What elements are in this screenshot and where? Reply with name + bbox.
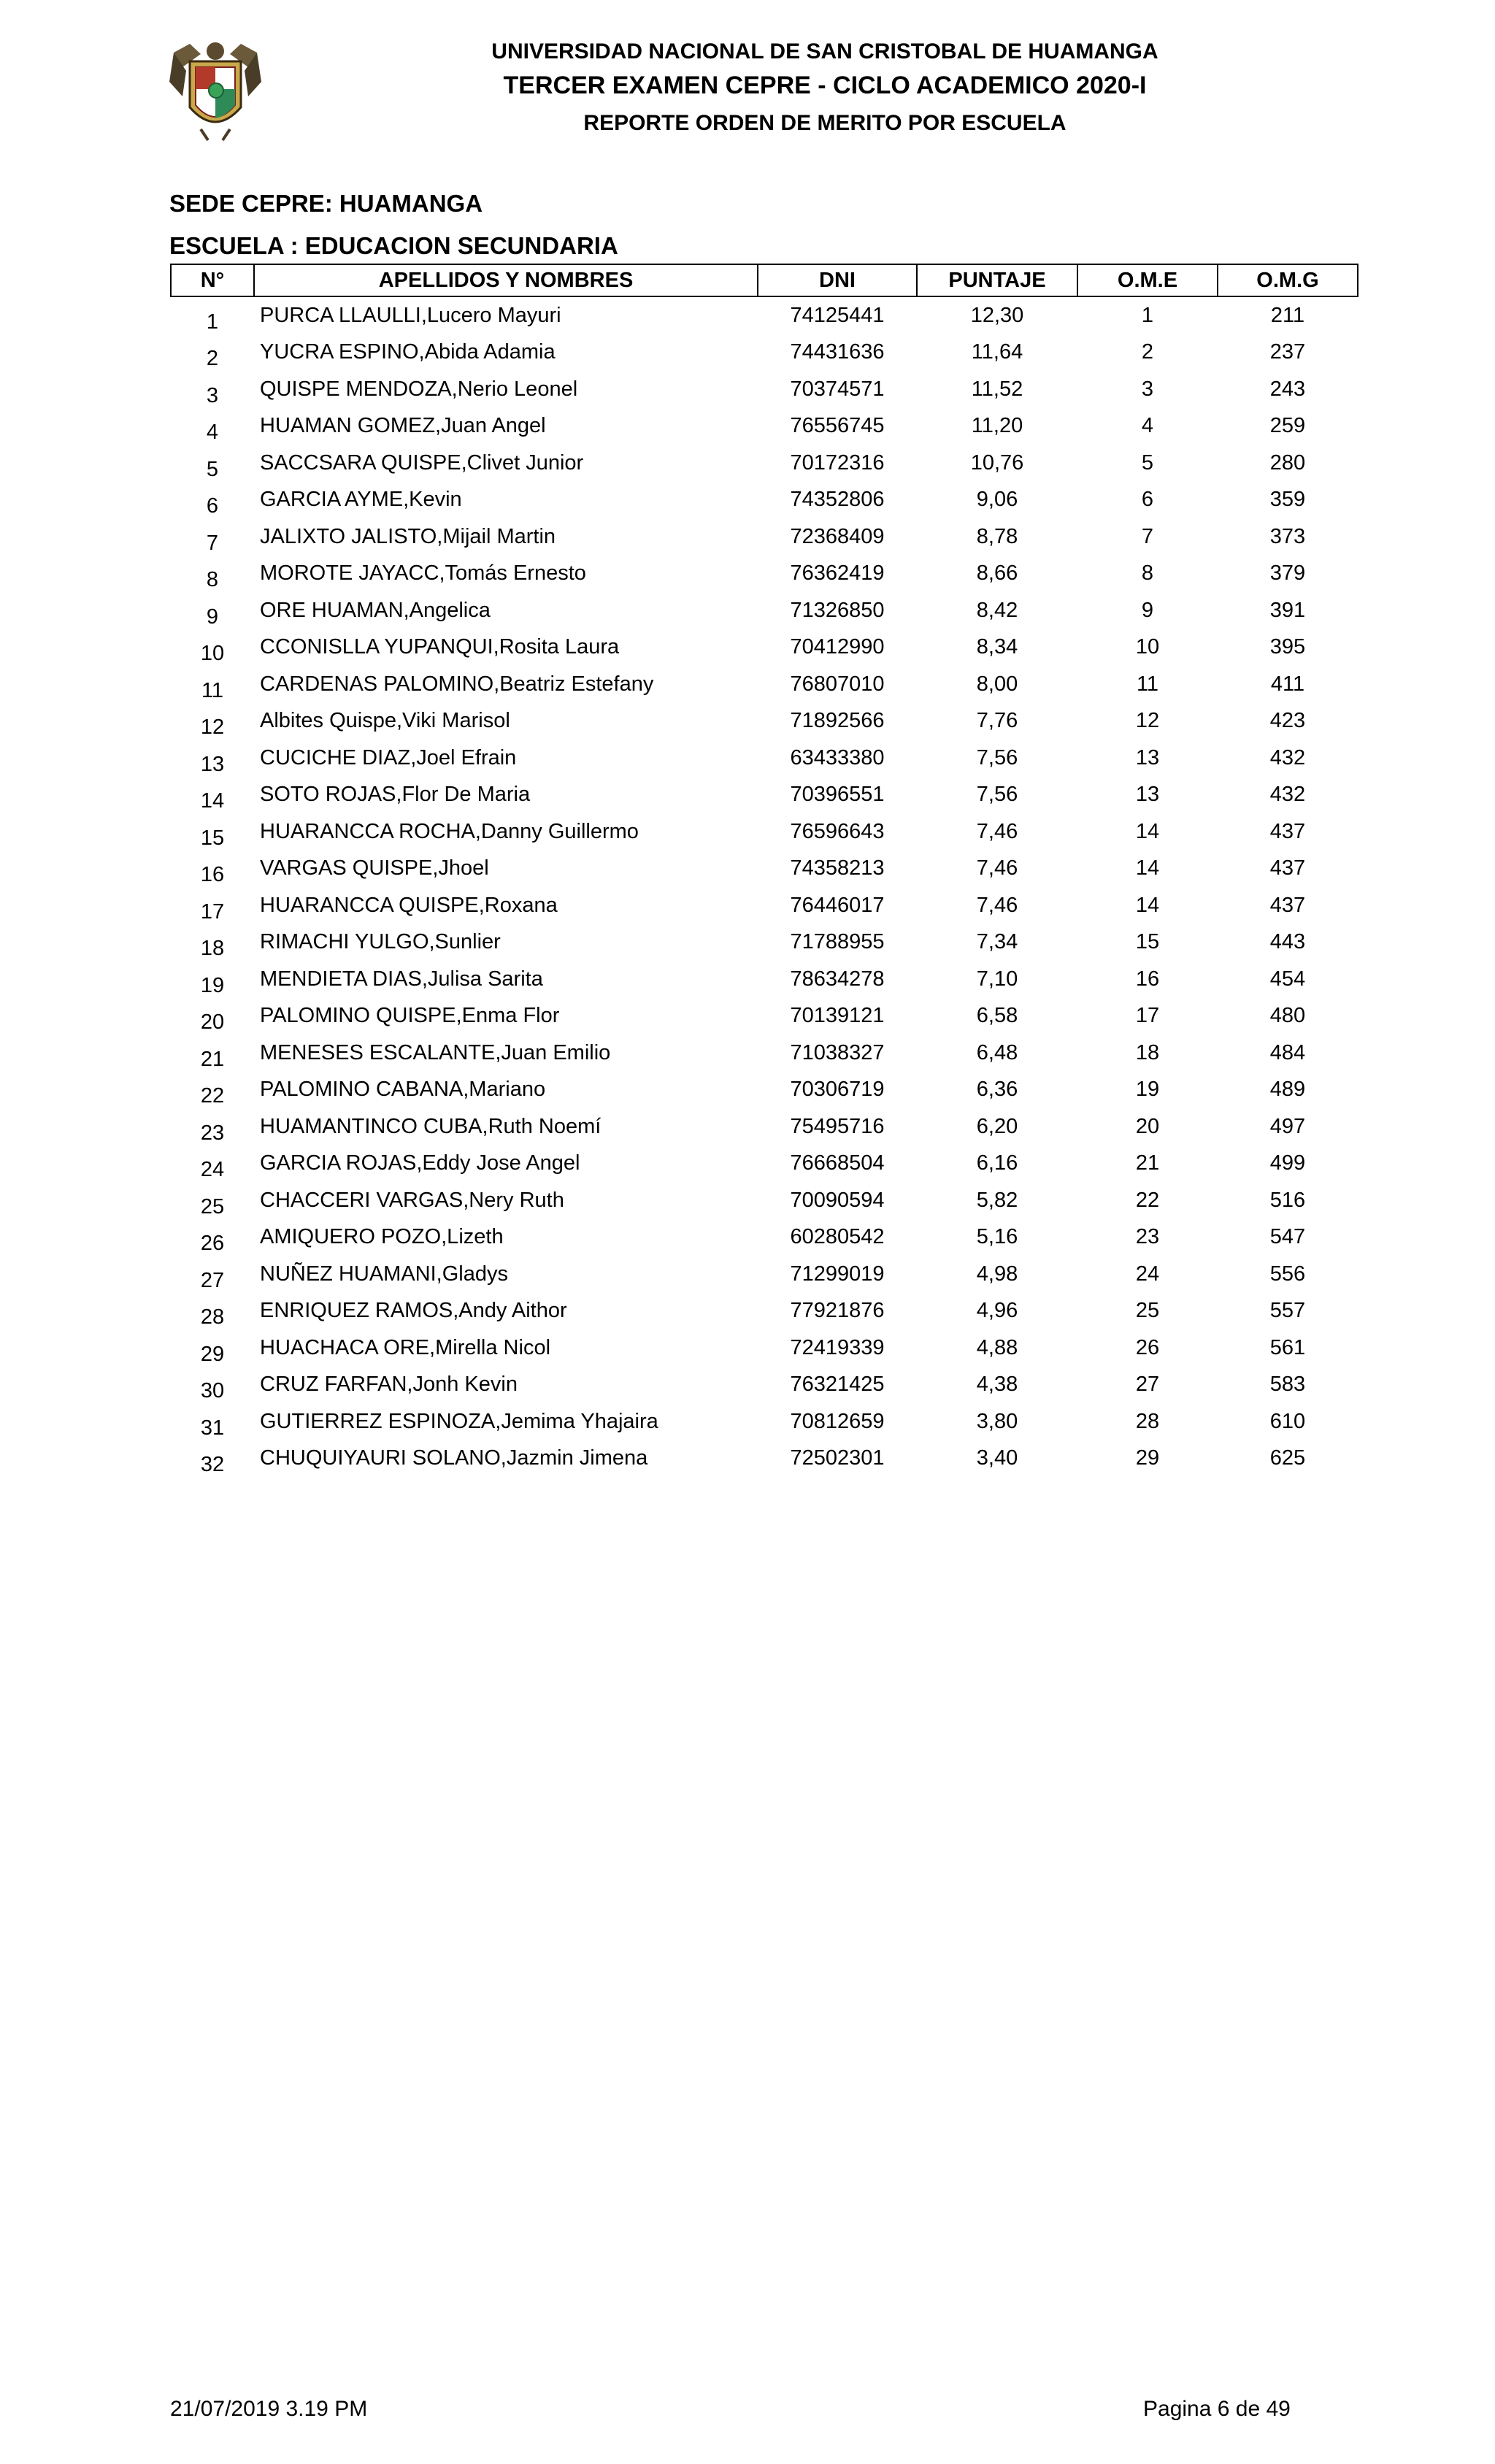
cell-ome: 14	[1135, 819, 1160, 843]
table-row	[171, 998, 1358, 1035]
cell-number: 10	[200, 642, 225, 665]
cell-dni: 76446017	[790, 893, 885, 917]
cell-ome: 4	[1141, 414, 1154, 438]
cell-name: RIMACHI YULGO,Sunlier	[260, 930, 501, 954]
cell-score: 7,46	[976, 819, 1018, 843]
cell-score: 7,34	[976, 930, 1018, 954]
cell-dni: 76596643	[790, 819, 885, 843]
cell-name: HUACHACA ORE,Mirella Nicol	[260, 1335, 551, 1359]
cell-ome: 9	[1141, 598, 1154, 622]
cell-ome: 12	[1135, 709, 1160, 733]
cell-ome: 28	[1135, 1409, 1160, 1433]
cell-ome: 14	[1135, 893, 1160, 917]
cell-omg: 432	[1269, 745, 1306, 769]
table-row	[171, 371, 1358, 408]
cell-score: 12,30	[970, 303, 1024, 327]
table-body	[171, 296, 1358, 1477]
cell-ome: 13	[1135, 783, 1160, 807]
table-row	[171, 629, 1358, 667]
cell-name: Albites Quispe,Viki Marisol	[260, 709, 510, 733]
cell-ome: 1	[1141, 303, 1154, 327]
cell-omg: 480	[1269, 1004, 1306, 1028]
cell-score: 8,66	[976, 561, 1018, 586]
cell-dni: 70374571	[790, 377, 885, 401]
cell-number: 11	[201, 678, 224, 702]
cell-omg: 557	[1269, 1299, 1306, 1323]
cell-number: 14	[200, 789, 225, 813]
cell-score: 5,16	[976, 1225, 1018, 1249]
table-row	[171, 518, 1358, 556]
cell-name: MOROTE JAYACC,Tomás Ernesto	[260, 561, 586, 586]
cell-dni: 72502301	[790, 1446, 885, 1470]
cell-ome: 13	[1135, 745, 1160, 769]
cell-number: 13	[200, 752, 225, 776]
table-row	[171, 296, 1358, 334]
cell-number: 29	[200, 1342, 225, 1366]
cell-name: CHACCERI VARGAS,Nery Ruth	[260, 1188, 564, 1212]
cell-score: 8,34	[976, 635, 1018, 659]
cell-name: GUTIERREZ ESPINOZA,Jemima Yhajaira	[260, 1409, 658, 1433]
cell-score: 6,16	[976, 1151, 1018, 1175]
cell-omg: 391	[1269, 598, 1306, 622]
cell-number: 1	[206, 310, 219, 334]
cell-omg: 379	[1269, 561, 1306, 586]
cell-name: HUAMAN GOMEZ,Juan Angel	[260, 414, 546, 438]
cell-name: AMIQUERO POZO,Lizeth	[260, 1225, 504, 1249]
report-date: 21/07/2019 3.19 PM	[170, 2397, 368, 2421]
cell-number: 18	[200, 937, 225, 960]
table-row	[171, 1403, 1358, 1440]
table-row	[171, 1035, 1358, 1072]
cell-number: 30	[200, 1379, 225, 1402]
cell-name: HUARANCCA QUISPE,Roxana	[260, 893, 558, 917]
cell-ome: 10	[1135, 635, 1160, 659]
table-row	[171, 813, 1358, 851]
cell-omg: 610	[1269, 1409, 1306, 1433]
cell-ome: 24	[1135, 1262, 1160, 1286]
cell-name: CUCICHE DIAZ,Joel Efrain	[260, 745, 517, 769]
cell-ome: 16	[1135, 967, 1160, 991]
cell-ome: 21	[1135, 1151, 1160, 1175]
table-row	[171, 740, 1358, 777]
cell-name: CARDENAS PALOMINO,Beatriz Estefany	[260, 672, 654, 696]
cell-name: MENESES ESCALANTE,Juan Emilio	[260, 1040, 611, 1064]
cell-dni: 70412990	[790, 635, 885, 659]
cell-name: GARCIA AYME,Kevin	[260, 488, 462, 512]
cell-score: 4,98	[976, 1262, 1018, 1286]
column-header-dni: DNI	[758, 264, 917, 296]
cell-omg: 443	[1269, 930, 1306, 954]
cell-number: 20	[200, 1010, 225, 1034]
table-row	[171, 1329, 1358, 1367]
table-row	[171, 1293, 1358, 1330]
cell-number: 28	[200, 1305, 225, 1329]
page-number: Pagina 6 de 49	[1143, 2397, 1291, 2421]
cell-ome: 6	[1141, 488, 1154, 512]
cell-dni: 70172316	[790, 450, 885, 475]
cell-number: 27	[200, 1268, 225, 1292]
cell-dni: 74125441	[790, 303, 885, 327]
table-row	[171, 1219, 1358, 1256]
cell-omg: 561	[1269, 1335, 1306, 1359]
cell-number: 32	[200, 1453, 225, 1476]
cell-dni: 76362419	[790, 561, 885, 586]
cell-ome: 3	[1141, 377, 1154, 401]
cell-dni: 74431636	[790, 340, 885, 364]
table-row	[171, 703, 1358, 740]
cell-dni: 76668504	[790, 1151, 885, 1175]
cell-omg: 489	[1269, 1078, 1306, 1102]
cell-score: 7,10	[976, 967, 1018, 991]
column-header-ome: O.M.E	[1077, 264, 1218, 296]
cell-dni: 60280542	[790, 1225, 885, 1249]
cell-number: 26	[200, 1232, 225, 1255]
cell-number: 25	[200, 1194, 225, 1218]
cell-number: 22	[200, 1084, 225, 1108]
cell-ome: 11	[1136, 672, 1159, 696]
cell-score: 5,82	[976, 1188, 1018, 1212]
table-header-row	[171, 264, 1358, 296]
table-row	[171, 1108, 1358, 1145]
cell-dni: 76556745	[790, 414, 885, 438]
cell-number: 17	[200, 899, 225, 924]
cell-ome: 20	[1135, 1114, 1160, 1138]
cell-number: 6	[206, 494, 219, 518]
cell-number: 24	[200, 1158, 225, 1181]
cell-dni: 70812659	[790, 1409, 885, 1433]
cell-ome: 27	[1135, 1373, 1160, 1397]
cell-ome: 23	[1135, 1225, 1160, 1249]
cell-score: 8,42	[976, 598, 1018, 622]
table-row	[171, 777, 1358, 814]
cell-name: YUCRA ESPINO,Abida Adamia	[260, 340, 556, 364]
cell-name: GARCIA ROJAS,Eddy Jose Angel	[260, 1151, 580, 1175]
cell-score: 4,88	[976, 1335, 1018, 1359]
cell-ome: 17	[1135, 1004, 1160, 1028]
cell-name: SACCSARA QUISPE,Clivet Junior	[260, 450, 584, 475]
table-row	[171, 556, 1358, 593]
cell-dni: 71788955	[790, 930, 885, 954]
cell-name: PALOMINO QUISPE,Enma Flor	[260, 1004, 560, 1028]
cell-ome: 29	[1135, 1446, 1160, 1470]
cell-name: HUARANCCA ROCHA,Danny Guillermo	[260, 819, 639, 843]
report-title: REPORTE ORDEN DE MERITO POR ESCUELA	[583, 111, 1067, 135]
cell-ome: 25	[1135, 1299, 1160, 1323]
cell-name: CCONISLLA YUPANQUI,Rosita Laura	[260, 635, 620, 659]
cell-score: 6,58	[976, 1004, 1018, 1028]
cell-omg: 211	[1270, 303, 1305, 327]
table-row	[171, 924, 1358, 962]
cell-number: 4	[206, 421, 219, 444]
column-header-name: APELLIDOS Y NOMBRES	[254, 264, 758, 296]
cell-omg: 437	[1269, 893, 1306, 917]
cell-omg: 625	[1269, 1446, 1306, 1470]
cell-dni: 77921876	[790, 1299, 885, 1323]
table-row	[171, 445, 1358, 482]
cell-dni: 78634278	[790, 967, 885, 991]
column-header-omg: O.M.G	[1218, 264, 1358, 296]
cell-omg: 411	[1270, 672, 1305, 696]
cell-omg: 547	[1269, 1225, 1306, 1249]
cell-omg: 556	[1269, 1262, 1306, 1286]
cell-score: 8,78	[976, 524, 1018, 548]
cell-score: 9,06	[976, 488, 1018, 512]
column-header-number: N°	[171, 264, 254, 296]
cell-score: 7,76	[976, 709, 1018, 733]
cell-score: 7,56	[976, 783, 1018, 807]
cell-name: ENRIQUEZ RAMOS,Andy Aithor	[260, 1299, 567, 1323]
cell-name: CHUQUIYAURI SOLANO,Jazmin Jimena	[260, 1446, 648, 1470]
table-row	[171, 482, 1358, 519]
cell-omg: 259	[1269, 414, 1306, 438]
table-row	[171, 1145, 1358, 1183]
cell-omg: 237	[1269, 340, 1306, 364]
cell-score: 3,80	[976, 1409, 1018, 1433]
table-row	[171, 408, 1358, 445]
table-row	[171, 1182, 1358, 1219]
cell-score: 7,46	[976, 856, 1018, 880]
cell-dni: 72419339	[790, 1335, 885, 1359]
cell-score: 10,76	[970, 450, 1024, 475]
cell-number: 15	[200, 826, 225, 850]
university-crest-logo	[168, 38, 263, 147]
cell-score: 7,56	[976, 745, 1018, 769]
cell-omg: 437	[1269, 856, 1306, 880]
cell-score: 11,64	[971, 340, 1023, 364]
cell-name: QUISPE MENDOZA,Nerio Leonel	[260, 377, 578, 401]
cell-omg: 583	[1269, 1373, 1306, 1397]
cell-dni: 71326850	[790, 598, 885, 622]
table-row	[171, 334, 1358, 372]
cell-dni: 72368409	[790, 524, 885, 548]
cell-number: 23	[200, 1121, 225, 1145]
exam-title: TERCER EXAMEN CEPRE - CICLO ACADEMICO 2020-I	[503, 72, 1147, 99]
cell-dni: 71299019	[790, 1262, 885, 1286]
cell-omg: 499	[1269, 1151, 1306, 1175]
cell-dni: 74352806	[790, 488, 885, 512]
cell-score: 4,38	[976, 1373, 1018, 1397]
table-row	[171, 1072, 1358, 1109]
cell-number: 12	[200, 715, 225, 739]
cell-omg: 497	[1269, 1114, 1306, 1138]
cell-omg: 423	[1269, 709, 1306, 733]
table-row	[171, 851, 1358, 888]
column-header-score: PUNTAJE	[917, 264, 1077, 296]
escuela-label: ESCUELA : EDUCACION SECUNDARIA	[169, 232, 618, 259]
cell-name: SOTO ROJAS,Flor De Maria	[260, 783, 531, 807]
cell-ome: 22	[1135, 1188, 1160, 1212]
cell-ome: 8	[1141, 561, 1154, 586]
cell-omg: 373	[1269, 524, 1306, 548]
cell-score: 4,96	[976, 1299, 1018, 1323]
cell-score: 6,20	[976, 1114, 1018, 1138]
cell-score: 3,40	[976, 1446, 1018, 1470]
table-row	[171, 592, 1358, 629]
cell-name: ORE HUAMAN,Angelica	[260, 598, 491, 622]
cell-dni: 75495716	[790, 1114, 885, 1138]
table-row	[171, 1256, 1358, 1293]
cell-omg: 432	[1269, 783, 1306, 807]
cell-dni: 74358213	[790, 856, 885, 880]
merit-table	[170, 264, 1358, 1477]
cell-ome: 18	[1135, 1040, 1160, 1064]
cell-dni: 76807010	[790, 672, 885, 696]
table-row	[171, 1367, 1358, 1404]
cell-omg: 243	[1269, 377, 1306, 401]
cell-dni: 70090594	[790, 1188, 885, 1212]
table-row	[171, 887, 1358, 924]
cell-ome: 15	[1135, 930, 1160, 954]
cell-number: 8	[206, 568, 219, 591]
cell-dni: 70139121	[790, 1004, 885, 1028]
cell-dni: 71038327	[790, 1040, 885, 1064]
cell-score: 8,00	[976, 672, 1018, 696]
cell-number: 21	[200, 1047, 225, 1071]
cell-dni: 76321425	[790, 1373, 885, 1397]
table-row	[171, 961, 1358, 998]
cell-number: 19	[200, 973, 225, 997]
cell-ome: 2	[1141, 340, 1154, 364]
cell-ome: 26	[1135, 1335, 1160, 1359]
cell-name: CRUZ FARFAN,Jonh Kevin	[260, 1373, 518, 1397]
cell-omg: 395	[1269, 635, 1306, 659]
university-name: UNIVERSIDAD NACIONAL DE SAN CRISTOBAL DE HUAMANGA	[491, 39, 1158, 64]
cell-ome: 19	[1135, 1078, 1160, 1102]
cell-ome: 5	[1141, 450, 1154, 475]
cell-score: 6,36	[976, 1078, 1018, 1102]
cell-number: 5	[206, 457, 219, 481]
cell-omg: 280	[1269, 450, 1306, 475]
cell-omg: 359	[1269, 488, 1306, 512]
cell-name: PALOMINO CABANA,Mariano	[260, 1078, 546, 1102]
cell-score: 11,52	[971, 377, 1023, 401]
cell-number: 3	[206, 383, 219, 407]
cell-number: 2	[206, 347, 219, 370]
cell-score: 7,46	[976, 893, 1018, 917]
cell-omg: 437	[1269, 819, 1306, 843]
cell-name: NUÑEZ HUAMANI,Gladys	[260, 1262, 508, 1286]
cell-name: HUAMANTINCO CUBA,Ruth Noemí	[260, 1114, 602, 1138]
cell-name: MENDIETA DIAS,Julisa Sarita	[260, 967, 543, 991]
table-row	[171, 666, 1358, 703]
cell-dni: 63433380	[790, 745, 885, 769]
cell-dni: 70306719	[790, 1078, 885, 1102]
cell-dni: 71892566	[790, 709, 885, 733]
cell-omg: 484	[1269, 1040, 1306, 1064]
cell-number: 16	[200, 863, 225, 886]
sede-label: SEDE CEPRE: HUAMANGA	[169, 190, 483, 217]
cell-omg: 516	[1269, 1188, 1306, 1212]
table-row	[171, 1440, 1358, 1478]
cell-dni: 70396551	[790, 783, 885, 807]
cell-score: 11,20	[971, 414, 1023, 438]
cell-number: 9	[206, 605, 219, 629]
cell-ome: 14	[1135, 856, 1160, 880]
cell-score: 6,48	[976, 1040, 1018, 1064]
cell-omg: 454	[1269, 967, 1306, 991]
cell-number: 7	[206, 531, 219, 555]
cell-number: 31	[200, 1416, 225, 1440]
cell-name: PURCA LLAULLI,Lucero Mayuri	[260, 303, 561, 327]
cell-ome: 7	[1141, 524, 1154, 548]
cell-name: JALIXTO JALISTO,Mijail Martin	[260, 524, 556, 548]
cell-name: VARGAS QUISPE,Jhoel	[260, 856, 489, 880]
